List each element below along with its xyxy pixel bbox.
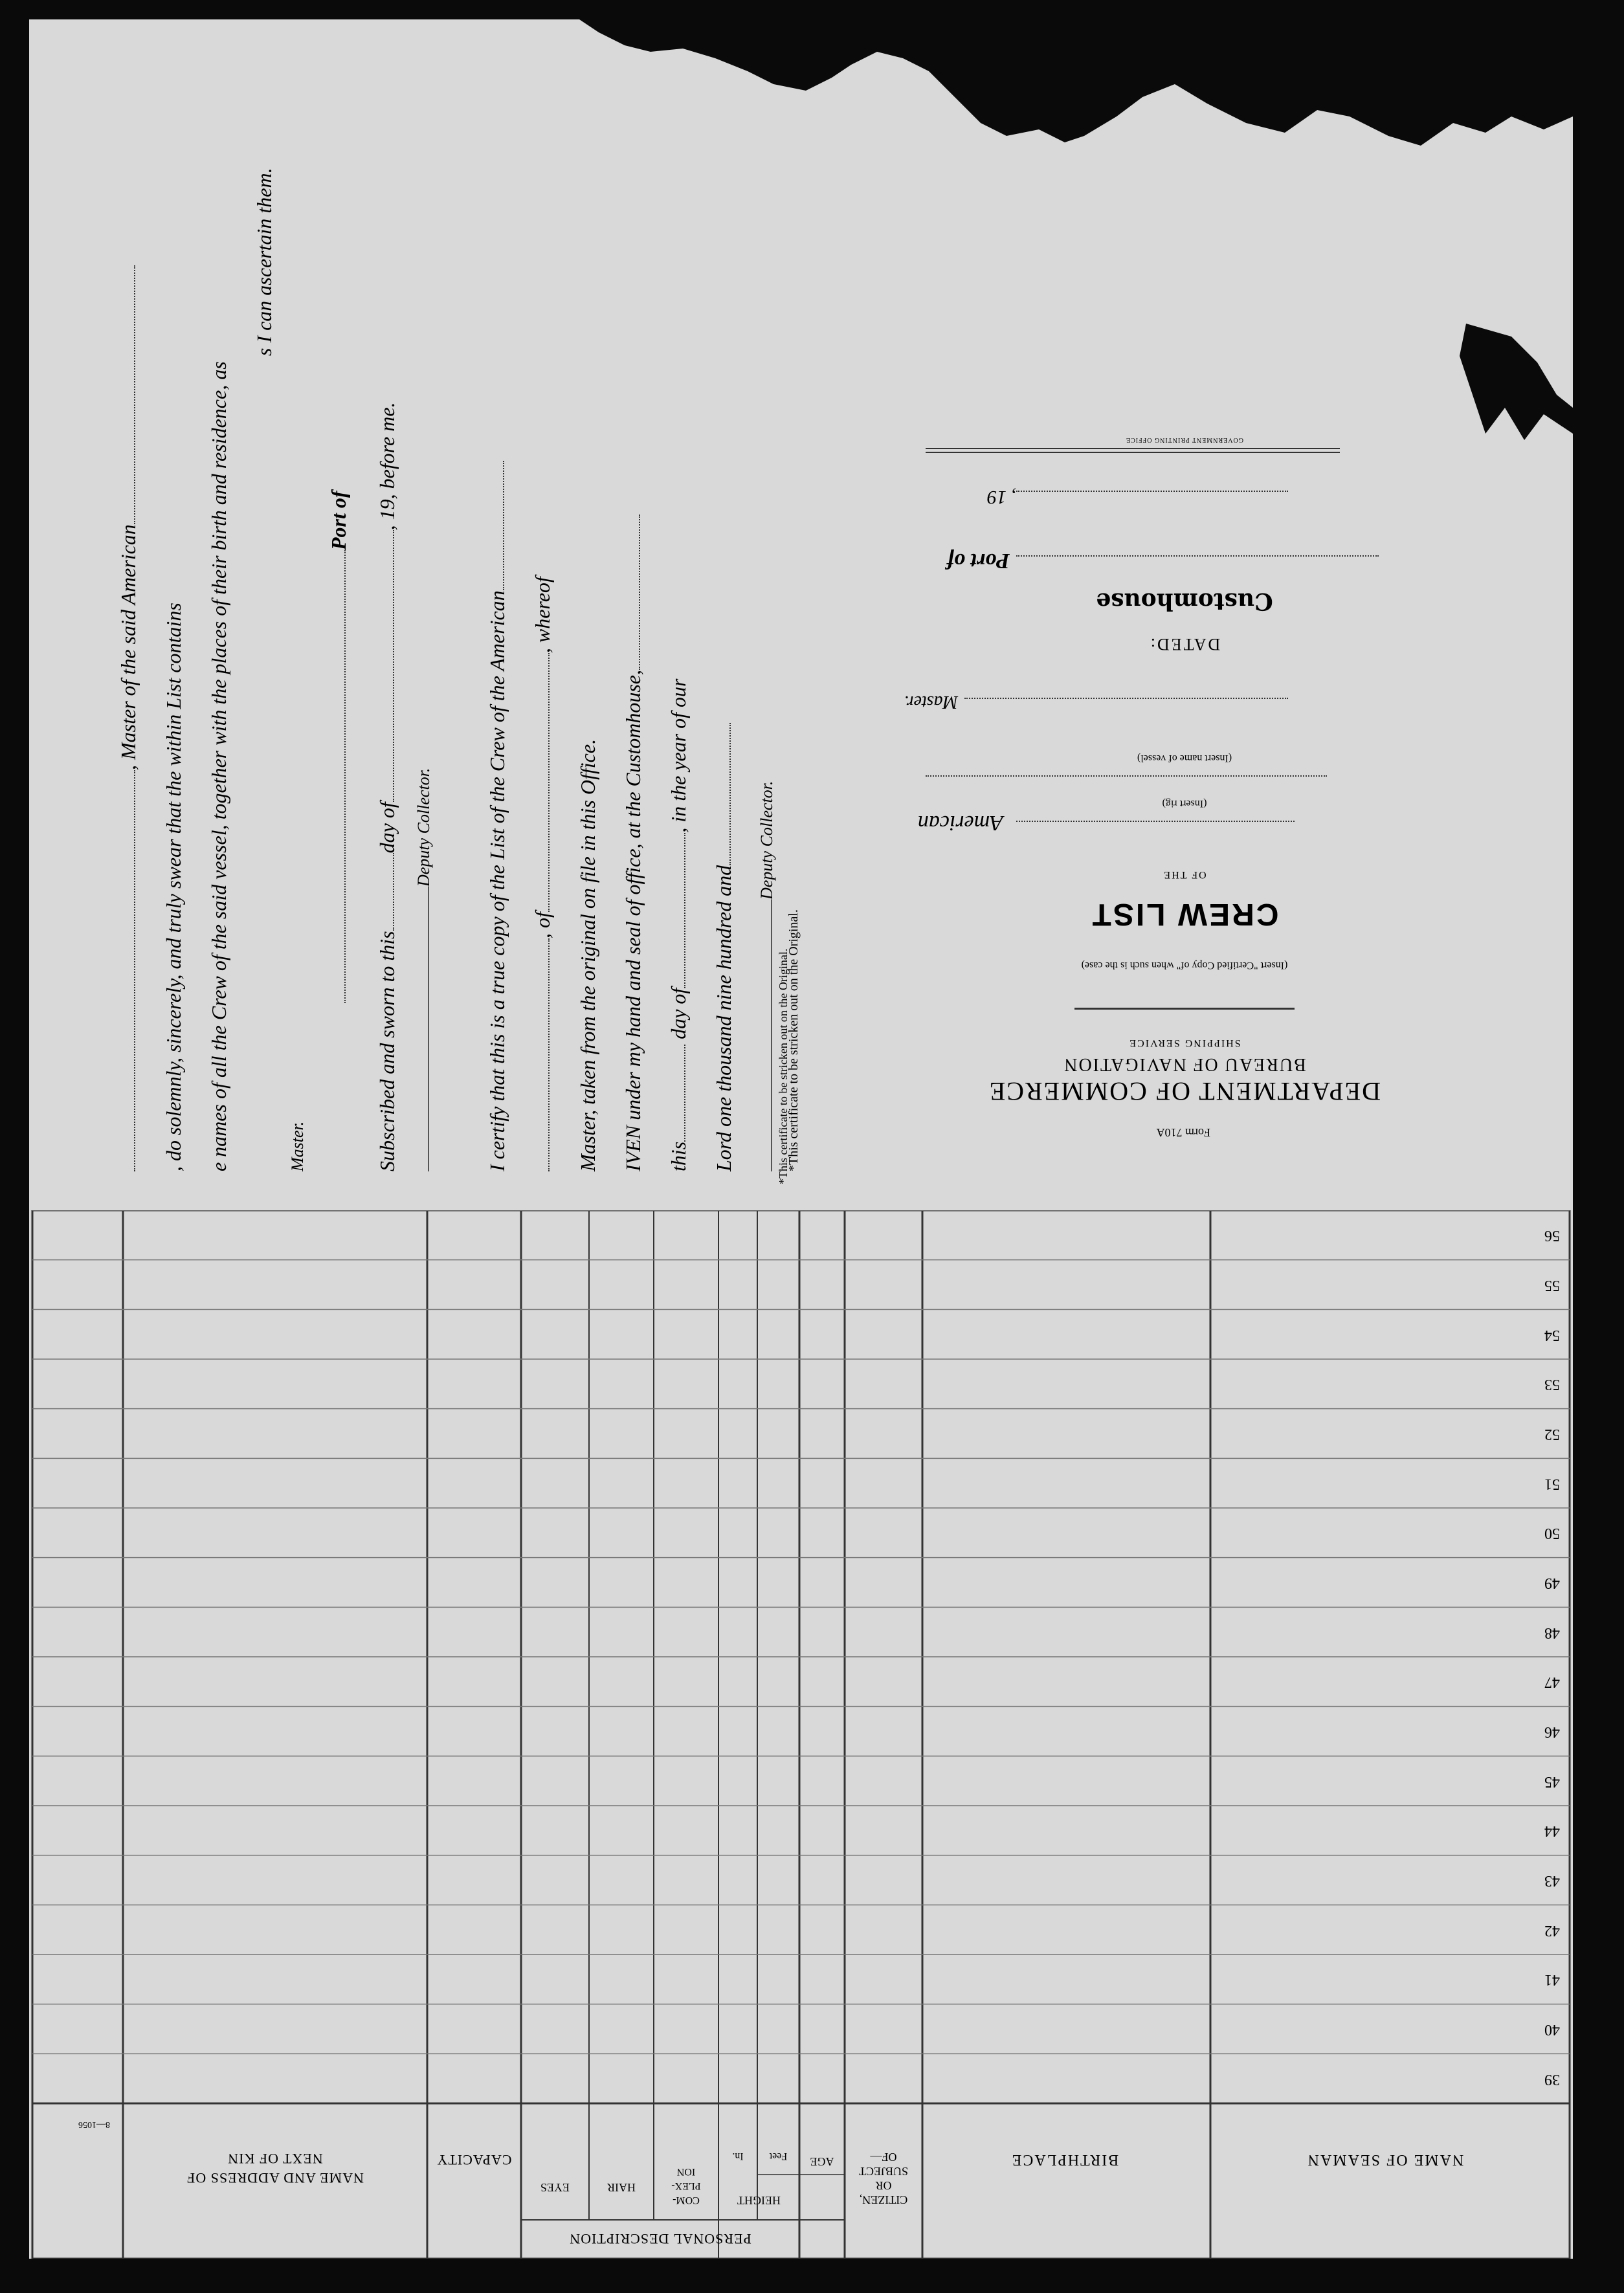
header-kin: NAME AND ADDRESS OF NEXT OF KIN	[186, 2151, 364, 2186]
cert-line-1: I certify that this is a true copy of the List of the Crew of the American	[485, 461, 509, 1171]
of-the: OF THE	[1162, 869, 1207, 880]
decl-line-1: , Master of the said American	[117, 265, 140, 1171]
header-feet: Feet	[769, 2151, 788, 2162]
subscribed-line: Subscribed and sworn to thisday of, 19, before me.	[375, 402, 399, 1171]
row-number: 41	[1544, 1971, 1560, 1989]
crew-list-title: CREW LIST	[1090, 897, 1279, 931]
cert-line-2: , of, whereof	[531, 577, 555, 1171]
header-inches: In.	[732, 2151, 744, 2162]
header-hair: HAIR	[607, 2181, 636, 2194]
row-number: 52	[1544, 1426, 1560, 1443]
header-name: NAME OF SEAMAN	[1306, 2151, 1464, 2168]
row-number: 39	[1544, 2070, 1560, 2088]
department: DEPARTMENT OF COMMERCE	[988, 1077, 1381, 1106]
printer: GOVERNMENT PRINTING OFFICE	[1126, 436, 1243, 443]
row-number: 49	[1544, 1575, 1560, 1591]
form-number: Form 710A	[1156, 1126, 1210, 1139]
cert-line-3: Master, taken from the original on file in this Office.	[576, 738, 599, 1171]
rotated-content	[29, 19, 1573, 2259]
footnote: *This certificate to be stricken out on the Original.	[777, 948, 790, 1184]
row-number: 44	[1544, 1822, 1560, 1840]
dated-label: DATED:	[1148, 635, 1221, 654]
bureau: BUREAU OF NAVIGATION	[1063, 1054, 1306, 1074]
row-number: 42	[1544, 1922, 1560, 1939]
header-age: AGE	[810, 2155, 834, 2168]
service: SHIPPING SERVICE	[1128, 1037, 1241, 1048]
row-number: 55	[1544, 1277, 1560, 1294]
row-number: 45	[1544, 1773, 1560, 1790]
decl-line-2: , do solemnly, sincerely, and truly swear that the within List contains	[162, 603, 185, 1171]
row-number: 53	[1544, 1376, 1560, 1393]
crew-table	[29, 1210, 1573, 2259]
row-number: 50	[1544, 1525, 1560, 1542]
port-of-line: Port of	[327, 491, 351, 1003]
deputy-collector-2: Deputy Collector.	[757, 781, 777, 1171]
header-citizen: CITIZEN, OR SUBJECT OF—	[858, 2151, 909, 2206]
certified-note: (Insert "Certified Copy of" when such is the case)	[1081, 960, 1288, 971]
cover-master: Master.	[904, 692, 958, 712]
text-columns	[29, 19, 1573, 1210]
row-number: 54	[1544, 1326, 1560, 1344]
insert-vessel: (Insert name of vessel)	[1137, 753, 1232, 764]
master-sign-line: Master.	[288, 1121, 307, 1171]
cert-line-5: this day of, in the year of our	[667, 678, 690, 1171]
footnote-line: *This certificate to be stricken out on the Original.	[786, 909, 801, 1171]
customhouse: Customhouse	[1096, 588, 1273, 615]
cover-nineteen: , 19	[987, 487, 1016, 508]
decl-line-3: e names of all the Crew of the said vessel, together with the places of their birth and residence, as	[207, 361, 230, 1171]
header-birthplace: BIRTHPLACE	[1010, 2151, 1119, 2168]
row-number: 56	[1544, 1227, 1560, 1245]
header-personal: PERSONAL DESCRIPTION	[569, 2231, 751, 2247]
header-height: HEIGHT	[737, 2194, 781, 2207]
cert-line-6: Lord one thousand nine hundred and	[712, 723, 736, 1171]
row-number: 51	[1544, 1475, 1560, 1492]
deputy-collector-1: Deputy Collector.	[414, 768, 434, 1171]
document-page	[29, 19, 1573, 2259]
cert-line-4: IVEN under my hand and seal of office, at the Customhouse,	[621, 515, 645, 1171]
row-number: 47	[1544, 1674, 1560, 1691]
header-complexion: COM- PLEX- ION	[671, 2166, 701, 2206]
row-number: 43	[1544, 1872, 1560, 1889]
american-label: American	[917, 811, 1003, 835]
decl-line-4: s I can ascertain them.	[252, 168, 276, 356]
row-number: 46	[1544, 1723, 1560, 1740]
header-capacity: CAPACITY	[436, 2152, 512, 2168]
row-number: 40	[1544, 2021, 1560, 2038]
row-number: 48	[1544, 1624, 1560, 1641]
header-eyes: EYES	[540, 2181, 570, 2194]
cover-port-of: Port of	[946, 549, 1010, 573]
corner-code: 8—1056	[78, 2120, 110, 2129]
insert-rig: (Insert rig)	[1162, 798, 1207, 809]
